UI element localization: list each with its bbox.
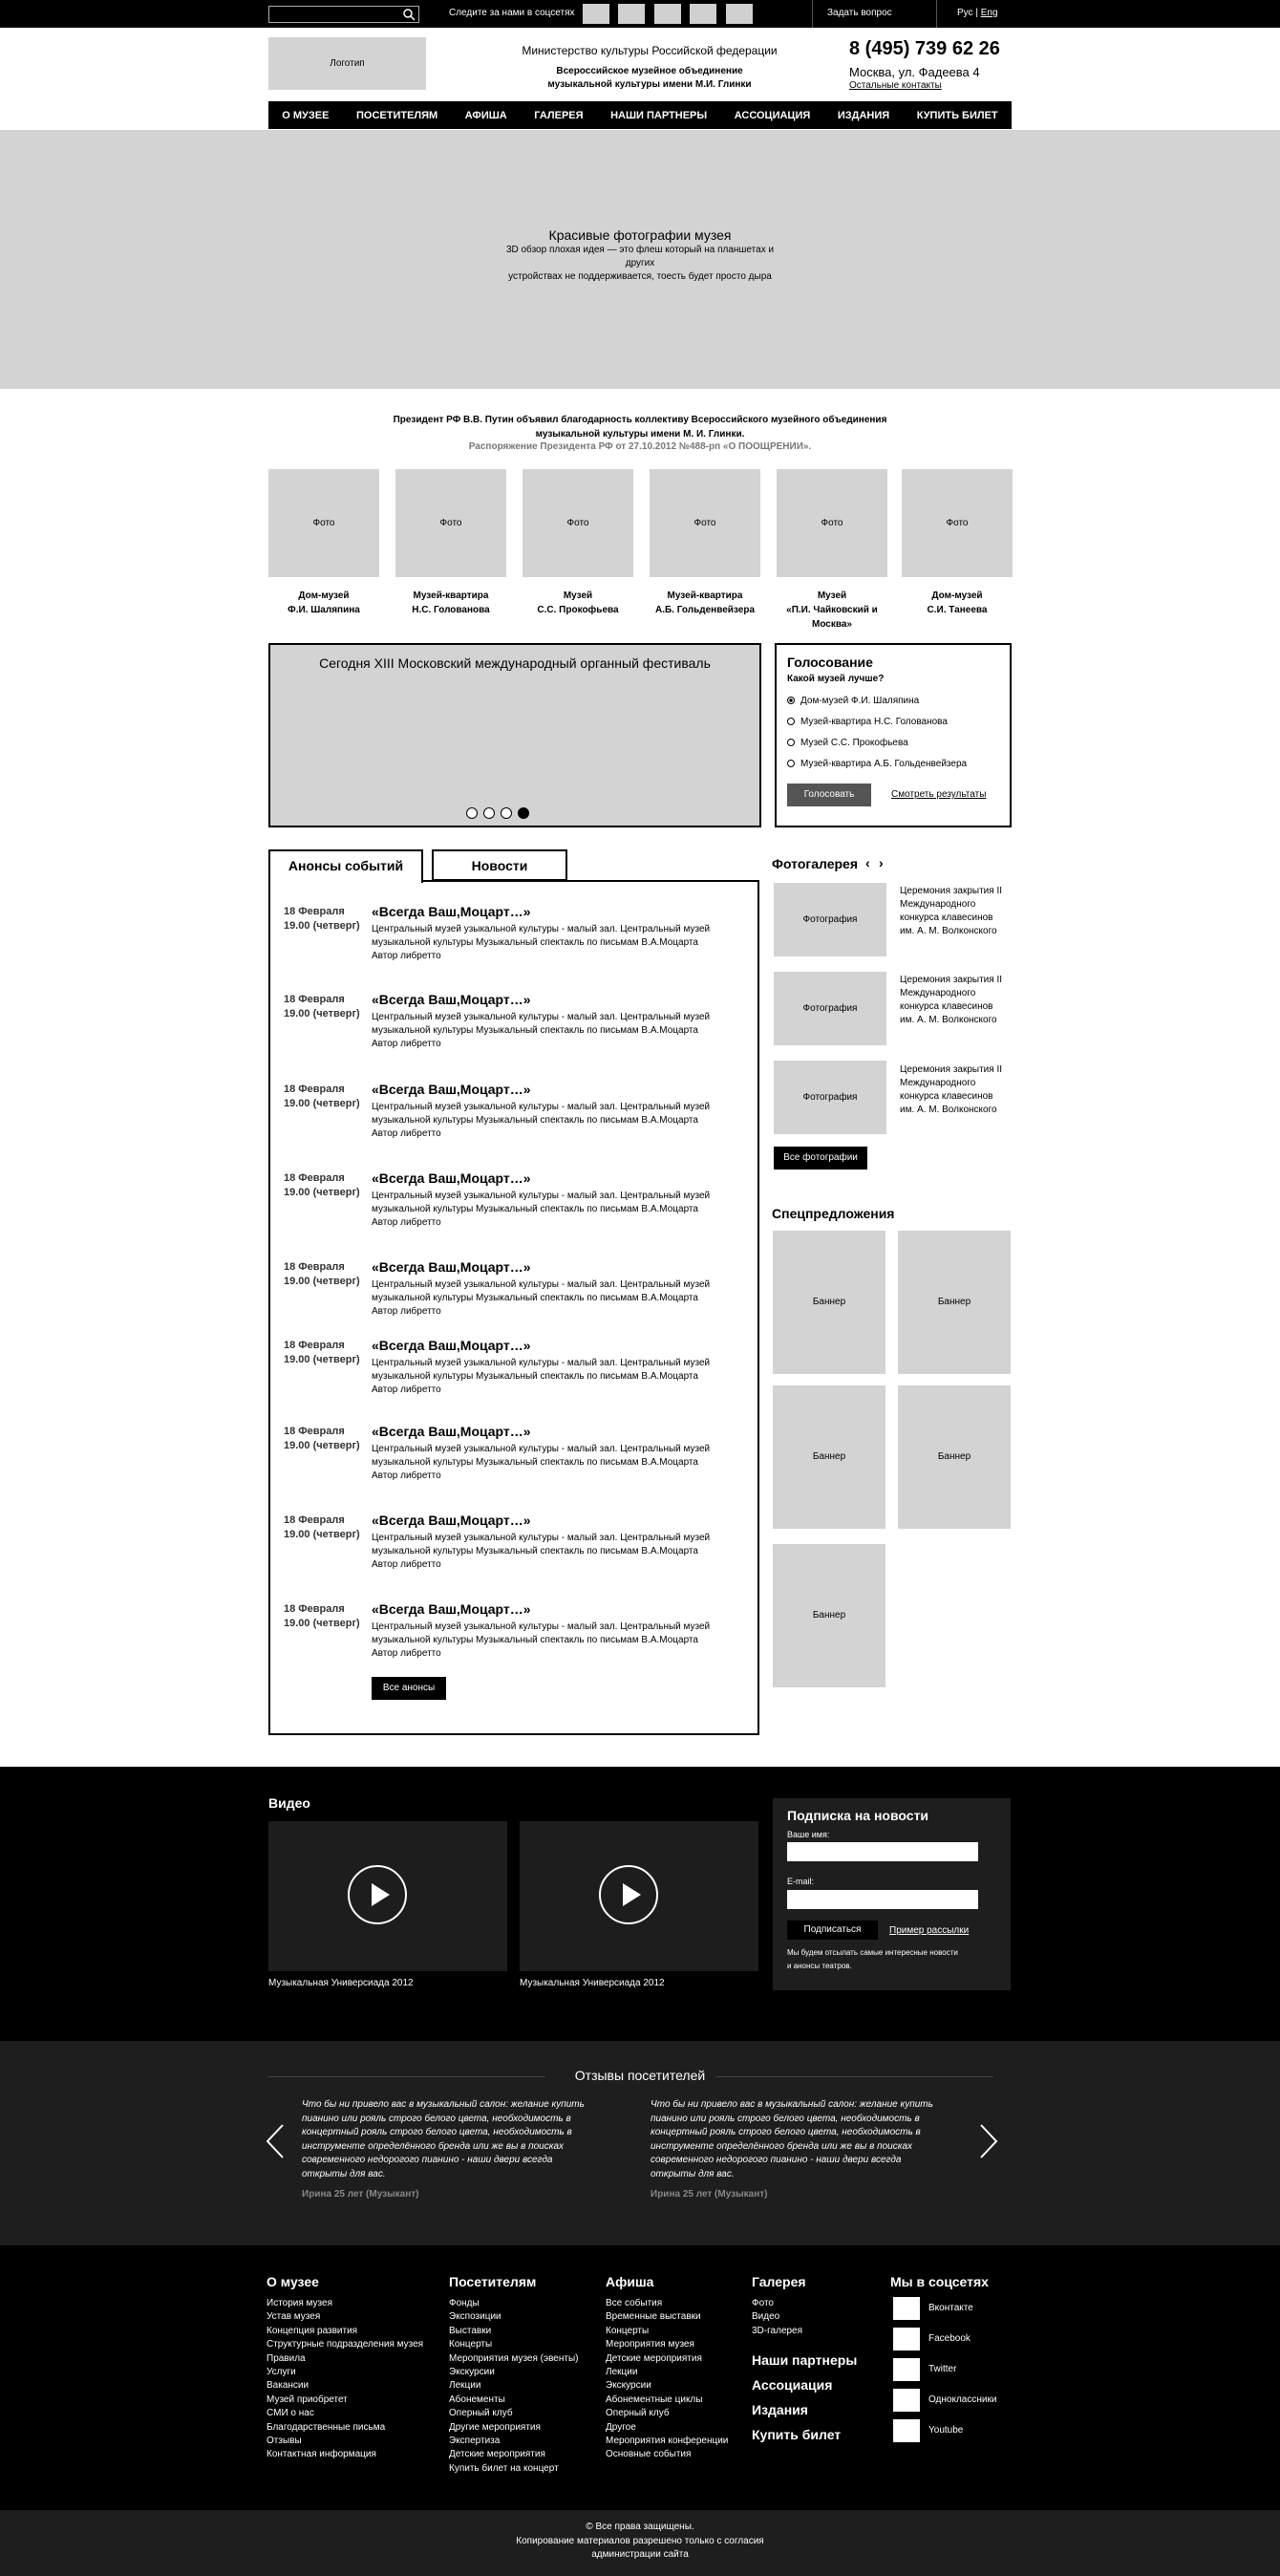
footer-partners-link[interactable]: Наши партнеры <box>752 2352 858 2368</box>
footer-link[interactable]: Выставки <box>449 2325 492 2336</box>
event-date <box>284 1083 360 1111</box>
all-photos-button[interactable]: Все фотографии <box>774 1147 867 1170</box>
event-description-line: Центральный музей узыкальной культуры - малый зал. Центральный музей <box>372 1102 711 1112</box>
gallery-caption-line: им. А. М. Волконского <box>900 926 997 936</box>
footer-link[interactable]: Мероприятия музея <box>606 2339 694 2351</box>
footer-link[interactable]: Экспертиза <box>449 2436 501 2447</box>
nav-item-afisha[interactable]: АФИША <box>464 109 507 121</box>
footer-link[interactable]: Музей приобретет <box>267 2394 348 2405</box>
event-description-line: Автор либретто <box>372 1470 441 1481</box>
hero-subtitle-line2: устройствах не поддерживается, тоесть будет просто дыра <box>508 271 772 282</box>
footer-link[interactable]: Экспозиции <box>449 2311 501 2323</box>
radio-icon[interactable] <box>787 739 795 746</box>
specials-title: Спецпредложения <box>772 1206 895 1221</box>
gallery-caption-line: им. А. М. Волконского <box>900 1105 997 1115</box>
event-description-line: музыкальной культуры Музыкальный спектакль по письмам В.А.Моцарта <box>372 1115 698 1126</box>
twitter-icon[interactable] <box>893 2358 920 2381</box>
video-player[interactable] <box>520 1821 758 1971</box>
museum-photo[interactable]: Фото <box>395 469 506 577</box>
event-description <box>372 1011 749 1051</box>
event-description-line: Автор либретто <box>372 951 441 961</box>
video-title: Видео <box>268 1795 310 1811</box>
gallery-prev-arrow[interactable]: ‹ <box>865 855 870 870</box>
phone-number: 8 (495) 739 62 26 <box>849 38 1000 59</box>
event-date-time: 19.00 (четверг) <box>284 1187 360 1198</box>
event-description-line: Автор либретто <box>372 1385 441 1395</box>
vote-option-label: Музей С.С. Прокофьева <box>800 738 908 748</box>
vote-option[interactable] <box>787 696 919 706</box>
gallery-caption-line: Церемония закрытия II <box>900 1064 1003 1075</box>
vote-button[interactable]: Голосовать <box>787 784 871 806</box>
banner[interactable]: Баннер <box>898 1385 1011 1529</box>
name-input[interactable] <box>787 1842 978 1861</box>
event-date-day: 18 Февраля <box>284 1426 345 1437</box>
slider-dot-active[interactable] <box>518 807 529 819</box>
review-line: концертный рояль строго белого цвета, необходимость в <box>651 2127 921 2137</box>
footer-visitors-title[interactable]: Посетителям <box>449 2274 537 2289</box>
event-description <box>372 1532 749 1572</box>
subscribe-title: Подписка на новости <box>787 1808 929 1823</box>
event-date <box>284 1339 360 1367</box>
museum-caption[interactable] <box>268 589 379 617</box>
all-events-button[interactable]: Все анонсы <box>372 1677 446 1700</box>
museum-caption-line: Музей <box>817 590 847 601</box>
gallery-caption[interactable] <box>900 974 1014 1027</box>
event-description <box>372 1621 749 1661</box>
footer-link[interactable]: Оперный клуб <box>606 2408 670 2419</box>
vote-option[interactable] <box>787 738 908 748</box>
event-description-line: музыкальной культуры Музыкальный спектакль по письмам В.А.Моцарта <box>372 937 698 948</box>
review-text <box>651 2098 966 2181</box>
top-bar <box>0 0 1280 28</box>
social-icon[interactable] <box>654 4 681 24</box>
review-line: открыты для вас. <box>302 2168 386 2179</box>
footer-gallery-title[interactable]: Галерея <box>752 2274 806 2289</box>
event-date-day: 18 Февраля <box>284 1514 345 1526</box>
footer-link[interactable]: Детские мероприятия <box>606 2352 702 2364</box>
museum-caption-line: Дом-музей <box>931 590 983 601</box>
event-description-line: Автор либретто <box>372 1559 441 1570</box>
event-description-line: музыкальной культуры Музыкальный спектакль по письмам В.А.Моцарта <box>372 1293 698 1303</box>
radio-icon[interactable] <box>787 760 795 767</box>
gallery-photo[interactable]: Фотография <box>774 1061 886 1134</box>
review-line: современного недорогого пианино - наши двери всегда <box>302 2155 553 2165</box>
hero-subtitle-line1: 3D обзор плохая идея — это флеш который на планшетах и других <box>505 245 775 268</box>
event-date-day: 18 Февраля <box>284 1603 345 1615</box>
review-line: пианино или рояль строго белого цвета, необходимость в <box>302 2113 571 2124</box>
play-icon[interactable] <box>599 1865 658 1924</box>
museum-caption-line: С.И. Танеева <box>927 605 988 615</box>
vote-results-link[interactable]: Смотреть результаты <box>891 789 987 800</box>
event-description-line: Центральный музей узыкальной культуры - малый зал. Центральный музей <box>372 1191 711 1201</box>
footer-link[interactable]: Вакансии <box>267 2380 309 2392</box>
event-description-line: музыкальной культуры Музыкальный спектакль по письмам В.А.Моцарта <box>372 1457 698 1468</box>
event-date-day: 18 Февраля <box>284 1172 345 1184</box>
review-line: современного недорогого пианино - наши двери всегда <box>651 2155 902 2165</box>
vote-title: Голосование <box>787 655 873 670</box>
museum-photo[interactable]: Фото <box>268 469 379 577</box>
footer-link[interactable]: Оперный клуб <box>449 2408 513 2419</box>
footer-link[interactable]: Правила <box>267 2352 306 2364</box>
event-date-time: 19.00 (четверг) <box>284 1276 360 1287</box>
footer-link[interactable]: Концерты <box>449 2339 493 2351</box>
event-date-day: 18 Февраля <box>284 1261 345 1273</box>
event-date-time: 19.00 (четверг) <box>284 1618 360 1629</box>
lang-separator: | <box>975 8 978 18</box>
footer-visitors-list <box>449 2297 579 2476</box>
review-author: Ирина 25 лет (Музыкант) <box>651 2189 768 2200</box>
event-description <box>372 1357 749 1397</box>
event-description-line: Автор либретто <box>372 1039 441 1049</box>
event-description-line: музыкальной культуры Музыкальный спектакль по письмам В.А.Моцарта <box>372 1546 698 1556</box>
event-title[interactable]: «Всегда Ваш,Моцарт…» <box>372 1259 531 1275</box>
event-description <box>372 923 749 963</box>
slider-title: Сегодня XIII Московский международный органный фестиваль <box>319 655 711 671</box>
event-date <box>284 1260 360 1289</box>
footer-association-link[interactable]: Ассоциация <box>752 2377 833 2393</box>
vk-icon[interactable] <box>893 2297 920 2320</box>
event-date <box>284 905 360 934</box>
museum-caption[interactable] <box>650 589 760 617</box>
footer-link[interactable]: Услуги <box>267 2367 296 2378</box>
copyright-text <box>0 2521 1280 2563</box>
footer-link[interactable]: Временные выставки <box>606 2311 701 2323</box>
museum-caption-line: Музей-квартира <box>667 590 743 601</box>
social-icon[interactable] <box>583 4 609 24</box>
gallery-caption-line: Церемония закрытия II <box>900 886 1003 896</box>
museum-photo[interactable]: Фото <box>902 469 1013 577</box>
reviews-next-arrow[interactable] <box>978 2123 999 2159</box>
vote-option-label: Дом-музей Ф.И. Шаляпина <box>800 696 920 706</box>
newsletter-example-link[interactable]: Пример рассылки <box>889 1925 970 1936</box>
gallery-caption-line: конкурса клавесинов <box>900 1091 993 1102</box>
event-date <box>284 993 360 1021</box>
language-switch <box>957 8 998 18</box>
nav-item-about[interactable]: О МУЗЕЕ <box>282 109 330 121</box>
announcement-line1: Президент РФ В.В. Путин объявил благодарность коллективу Всероссийского музейного объединения <box>393 415 887 425</box>
play-icon[interactable] <box>348 1865 407 1924</box>
event-title[interactable]: «Всегда Ваш,Моцарт…» <box>372 1513 531 1528</box>
event-description-line: Центральный музей узыкальной культуры - малый зал. Центральный музей <box>372 1444 711 1454</box>
subscribe-note <box>787 1946 988 1973</box>
main-nav <box>268 101 1012 129</box>
event-date <box>284 1425 360 1453</box>
footer-afisha-title[interactable]: Афиша <box>606 2274 654 2289</box>
gallery-caption-line: конкурса клавесинов <box>900 912 993 923</box>
hero-subtitle <box>497 244 783 284</box>
slider-dot[interactable] <box>466 807 478 819</box>
social-label-odnoklassniki[interactable]: Одноклассники <box>928 2394 997 2405</box>
reviews-title: Отзывы посетителей <box>574 2068 706 2083</box>
footer-link[interactable]: Детские мероприятия <box>449 2449 545 2460</box>
footer-link[interactable]: Фото <box>752 2298 774 2308</box>
radio-selected-icon[interactable] <box>787 697 795 704</box>
museum-caption-line: Москва» <box>811 619 852 630</box>
footer-link[interactable]: Отзывы <box>267 2436 302 2447</box>
logo[interactable]: Логотип <box>268 37 426 90</box>
event-date <box>284 1171 360 1200</box>
event-title[interactable]: «Всегда Ваш,Моцарт…» <box>372 1601 531 1617</box>
event-date-time: 19.00 (четверг) <box>284 1098 360 1109</box>
slider-dot[interactable] <box>483 807 495 819</box>
event-description <box>372 1190 749 1230</box>
banner[interactable]: Баннер <box>773 1385 885 1529</box>
footer-link[interactable]: Другие мероприятия <box>449 2421 541 2433</box>
social-icon[interactable] <box>726 4 753 24</box>
event-title[interactable]: «Всегда Ваш,Моцарт…» <box>372 1170 531 1186</box>
review-line: пианино или рояль строго белого цвета, необходимость в <box>651 2113 920 2124</box>
social-icon[interactable] <box>618 4 645 24</box>
footer-link[interactable]: СМИ о нас <box>267 2408 314 2419</box>
event-description-line: музыкальной культуры Музыкальный спектакль по письмам В.А.Моцарта <box>372 1371 698 1382</box>
footer-link[interactable]: Мероприятия музея (эвенты) <box>449 2352 579 2364</box>
subscribe-box <box>773 1798 1011 1990</box>
event-description-line: Центральный музей узыкальной культуры - малый зал. Центральный музей <box>372 1358 711 1368</box>
social-label-twitter[interactable]: Twitter <box>928 2364 957 2374</box>
search-input[interactable] <box>268 6 419 23</box>
footer-buy-ticket-link[interactable]: Купить билет <box>752 2427 842 2442</box>
review-text <box>302 2098 617 2181</box>
social-icon[interactable] <box>690 4 716 24</box>
footer-link[interactable]: Лекции <box>606 2367 638 2378</box>
gallery-caption-line: Международного <box>900 988 976 998</box>
vote-question: Какой музей лучше? <box>787 674 885 684</box>
gallery-caption-line: им. А. М. Волконского <box>900 1015 997 1025</box>
footer-link[interactable]: Структурные подразделения музея <box>267 2339 424 2351</box>
radio-icon[interactable] <box>787 718 795 725</box>
gallery-caption-line: Международного <box>900 899 976 910</box>
event-description-line: Центральный музей узыкальной культуры - малый зал. Центральный музей <box>372 1533 711 1543</box>
divider <box>936 0 937 28</box>
event-date-time: 19.00 (четверг) <box>284 1008 360 1020</box>
event-date-time: 19.00 (четверг) <box>284 1440 360 1451</box>
museum-caption-line: А.Б. Гольденвейзера <box>654 605 756 615</box>
event-title[interactable]: «Всегда Ваш,Моцарт…» <box>372 1424 531 1439</box>
museum-org-line1: Всероссийское музейное объединение <box>556 66 743 76</box>
event-title[interactable]: «Всегда Ваш,Моцарт…» <box>372 1338 531 1353</box>
nav-item-gallery[interactable]: ГАЛЕРЕЯ <box>534 109 584 121</box>
nav-item-partners[interactable]: НАШИ ПАРТНЕРЫ <box>610 109 708 121</box>
event-description <box>372 1101 749 1141</box>
footer-publications-link[interactable]: Издания <box>752 2402 808 2417</box>
museum-caption-line: Дом-музей <box>298 590 350 601</box>
subscribe-note-line: и анонсы театров. <box>787 1962 852 1970</box>
footer-link[interactable]: Экскурсии <box>449 2367 495 2378</box>
review-line: Что бы ни привело вас в музыкальный салон: желание купить <box>651 2099 933 2110</box>
footer-afisha-list <box>606 2297 728 2462</box>
tab-news[interactable]: Новости <box>432 849 567 881</box>
museum-photo[interactable]: Фото <box>650 469 760 577</box>
footer-link[interactable]: Благодарственные письма <box>267 2421 386 2433</box>
event-title[interactable]: «Всегда Ваш,Моцарт…» <box>372 1082 531 1097</box>
vote-widget <box>775 643 1012 827</box>
event-description-line: Центральный музей узыкальной культуры - малый зал. Центральный музей <box>372 924 711 934</box>
footer-link[interactable]: Экскурсии <box>606 2380 651 2392</box>
review-line: открыты для вас. <box>651 2168 735 2179</box>
footer-link[interactable]: Основные события <box>606 2449 692 2460</box>
banner[interactable]: Баннер <box>773 1544 885 1687</box>
museum-caption[interactable] <box>777 589 887 632</box>
event-date-day: 18 Февраля <box>284 994 345 1005</box>
vote-option-label: Музей-квартира А.Б. Гольденвейзера <box>800 759 968 769</box>
video-caption[interactable]: Музыкальная Универсиада 2012 <box>268 1978 414 1988</box>
museum-org-title <box>497 65 802 92</box>
gallery-next-arrow[interactable]: › <box>879 855 884 870</box>
museum-caption-line: Н.С. Голованова <box>412 605 490 615</box>
review-line: Что бы ни привело вас в музыкальный салон: желание купить <box>302 2099 585 2110</box>
video-player[interactable] <box>268 1821 507 1971</box>
video-caption[interactable]: Музыкальная Универсиада 2012 <box>520 1978 665 1988</box>
event-date-day: 18 Февраля <box>284 906 345 917</box>
museum-caption-line: Ф.И. Шаляпина <box>288 605 360 615</box>
footer-link[interactable]: История музея <box>267 2298 332 2308</box>
nav-item-buy-ticket[interactable]: КУПИТЬ БИЛЕТ <box>916 109 998 121</box>
announcement <box>353 413 927 441</box>
address: Москва, ул. Фадеева 4 <box>849 65 980 79</box>
footer-link[interactable]: Контактная информация <box>267 2449 376 2460</box>
social-label-vk[interactable]: Вконтакте <box>928 2303 973 2313</box>
event-description-line: Автор либретто <box>372 1217 441 1228</box>
lang-ru[interactable]: Рус <box>957 8 973 18</box>
event-date-day: 18 Февраля <box>284 1084 345 1095</box>
email-label: E-mail: <box>787 1877 815 1886</box>
museum-photo[interactable]: Фото <box>777 469 887 577</box>
other-contacts-link[interactable]: Остальные контакты <box>849 80 942 91</box>
event-title[interactable]: «Всегда Ваш,Моцарт…» <box>372 992 531 1007</box>
event-date <box>284 1602 360 1631</box>
museum-caption-line: «П.И. Чайковский и <box>786 605 878 615</box>
event-description <box>372 1443 749 1483</box>
nav-item-visitors[interactable]: ПОСЕТИТЕЛЯМ <box>356 109 438 121</box>
review-line: инструменте определённого бренда или же вы в поисках <box>651 2140 913 2152</box>
event-description-line: Автор либретто <box>372 1648 441 1659</box>
banner[interactable]: Баннер <box>773 1231 885 1374</box>
social-label-facebook[interactable]: Facebook <box>928 2333 971 2344</box>
event-date <box>284 1513 360 1542</box>
gallery-photo[interactable]: Фотография <box>774 972 886 1045</box>
footer-link[interactable]: Устав музея <box>267 2311 321 2323</box>
lang-en[interactable]: Eng <box>980 8 998 18</box>
museum-org-line2: музыкальной культуры имени М.И. Глинки <box>547 79 752 90</box>
footer-link[interactable]: Все события <box>606 2298 663 2308</box>
footer-link[interactable]: Фонды <box>449 2298 480 2308</box>
gallery-caption[interactable] <box>900 885 1014 938</box>
divider <box>812 0 813 28</box>
gallery-caption-line: Церемония закрытия II <box>900 975 1003 985</box>
event-description-line: Центральный музей узыкальной культуры - малый зал. Центральный музей <box>372 1012 711 1022</box>
footer-link[interactable]: Другое <box>606 2421 636 2433</box>
event-description-line: музыкальной культуры Музыкальный спектакль по письмам В.А.Моцарта <box>372 1204 698 1214</box>
museum-photo[interactable]: Фото <box>523 469 633 577</box>
event-description-line: музыкальной культуры Музыкальный спектакль по письмам В.А.Моцарта <box>372 1635 698 1645</box>
review-author: Ирина 25 лет (Музыкант) <box>302 2189 419 2200</box>
reviews-prev-arrow[interactable] <box>265 2123 286 2159</box>
gallery-caption[interactable] <box>900 1063 1014 1117</box>
footer-link[interactable]: Концепция развития <box>267 2325 358 2336</box>
museum-caption-line: Музей-квартира <box>413 590 489 601</box>
divider <box>716 2076 993 2077</box>
event-description <box>372 1278 749 1319</box>
announcement-line2: музыкальной культуры имени М. И. Глинки. <box>535 429 745 440</box>
email-input[interactable] <box>787 1890 978 1909</box>
event-description-line: Автор либретто <box>372 1128 441 1139</box>
museum-caption-line: С.С. Прокофьева <box>537 605 619 615</box>
footer-about-title[interactable]: О музее <box>267 2274 319 2289</box>
museum-caption[interactable] <box>395 589 506 617</box>
event-title[interactable]: «Всегда Ваш,Моцарт…» <box>372 904 531 919</box>
review-line: концертный рояль строго белого цвета, необходимость в <box>302 2127 572 2137</box>
social-label-youtube[interactable]: Youtube <box>928 2425 964 2436</box>
festival-slider[interactable] <box>268 643 761 827</box>
footer-about-list <box>267 2297 423 2462</box>
footer-gallery-list <box>752 2297 802 2338</box>
gallery-title: Фотогалерея <box>772 856 858 871</box>
tab-events[interactable]: Анонсы событий <box>268 849 423 883</box>
vote-option[interactable] <box>787 759 967 769</box>
facebook-icon[interactable] <box>893 2328 920 2351</box>
event-description-line: музыкальной культуры Музыкальный спектакль по письмам В.А.Моцарта <box>372 1025 698 1036</box>
copyright-line: администрации сайта <box>591 2549 689 2560</box>
footer-link[interactable]: Абонементы <box>449 2394 505 2405</box>
footer-link[interactable]: Мероприятия конференции <box>606 2436 729 2447</box>
search-icon[interactable] <box>402 8 416 21</box>
events-list <box>268 880 759 1735</box>
odnoklassniki-icon[interactable] <box>893 2389 920 2412</box>
footer-social-title: Мы в соцсетях <box>890 2274 989 2289</box>
gallery-caption-line: Международного <box>900 1078 976 1088</box>
copyright-line: Копирование материалов разрешено только с согласия <box>516 2535 764 2546</box>
social-label: Следите за нами в соцсетях <box>449 8 575 18</box>
footer-link[interactable]: Концерты <box>606 2325 650 2336</box>
event-date-time: 19.00 (четверг) <box>284 1354 360 1365</box>
youtube-icon[interactable] <box>893 2419 920 2442</box>
footer-link[interactable]: Абонементные циклы <box>606 2394 703 2405</box>
museum-caption[interactable] <box>902 589 1013 617</box>
gallery-photo[interactable]: Фотография <box>774 883 886 956</box>
event-date-time: 19.00 (четверг) <box>284 1529 360 1540</box>
subscribe-note-line: Мы будем отсылать самые интересные новости <box>787 1948 958 1957</box>
event-description-line: Центральный музей узыкальной культуры - малый зал. Центральный музей <box>372 1621 711 1632</box>
event-description-line: Автор либретто <box>372 1306 441 1317</box>
ask-question-link[interactable]: Задать вопрос <box>827 8 892 18</box>
museum-caption-line: Музей <box>563 590 593 601</box>
event-date-day: 18 Февраля <box>284 1340 345 1351</box>
vote-option-label: Музей-квартира Н.С. Голованова <box>800 717 948 727</box>
footer-link[interactable]: Купить билет на концерт <box>449 2462 559 2474</box>
footer-link[interactable]: Лекции <box>449 2380 481 2392</box>
footer-link[interactable]: Видео <box>752 2311 780 2323</box>
event-description-line: Центральный музей узыкальной культуры - малый зал. Центральный музей <box>372 1279 711 1290</box>
name-label: Ваше имя: <box>787 1830 830 1839</box>
footer-link[interactable]: 3D-галерея <box>752 2325 803 2336</box>
nav-item-publications[interactable]: ИЗДАНИЯ <box>837 109 890 121</box>
event-date-time: 19.00 (четверг) <box>284 920 360 932</box>
subscribe-button[interactable]: Подписаться <box>787 1921 878 1940</box>
vote-option[interactable] <box>787 717 948 727</box>
banner[interactable]: Баннер <box>898 1231 1011 1374</box>
gallery-caption-line: конкурса клавесинов <box>900 1001 993 1012</box>
copyright-line: © Все права защищены. <box>586 2522 694 2532</box>
museum-caption[interactable] <box>523 589 633 617</box>
ministry-title: Министерство культуры Российской федерации <box>522 44 778 57</box>
nav-item-association[interactable]: АССОЦИАЦИЯ <box>734 109 811 121</box>
review-line: инструменте определённого бренда или же вы в поисках <box>302 2140 565 2152</box>
slider-dot[interactable] <box>501 807 512 819</box>
hero-title: Красивые фотографии музея <box>548 227 732 243</box>
announcement-link[interactable]: Распоряжение Президента РФ от 27.10.2012 №488-рп «О ПООЩРЕНИИ». <box>468 441 812 452</box>
